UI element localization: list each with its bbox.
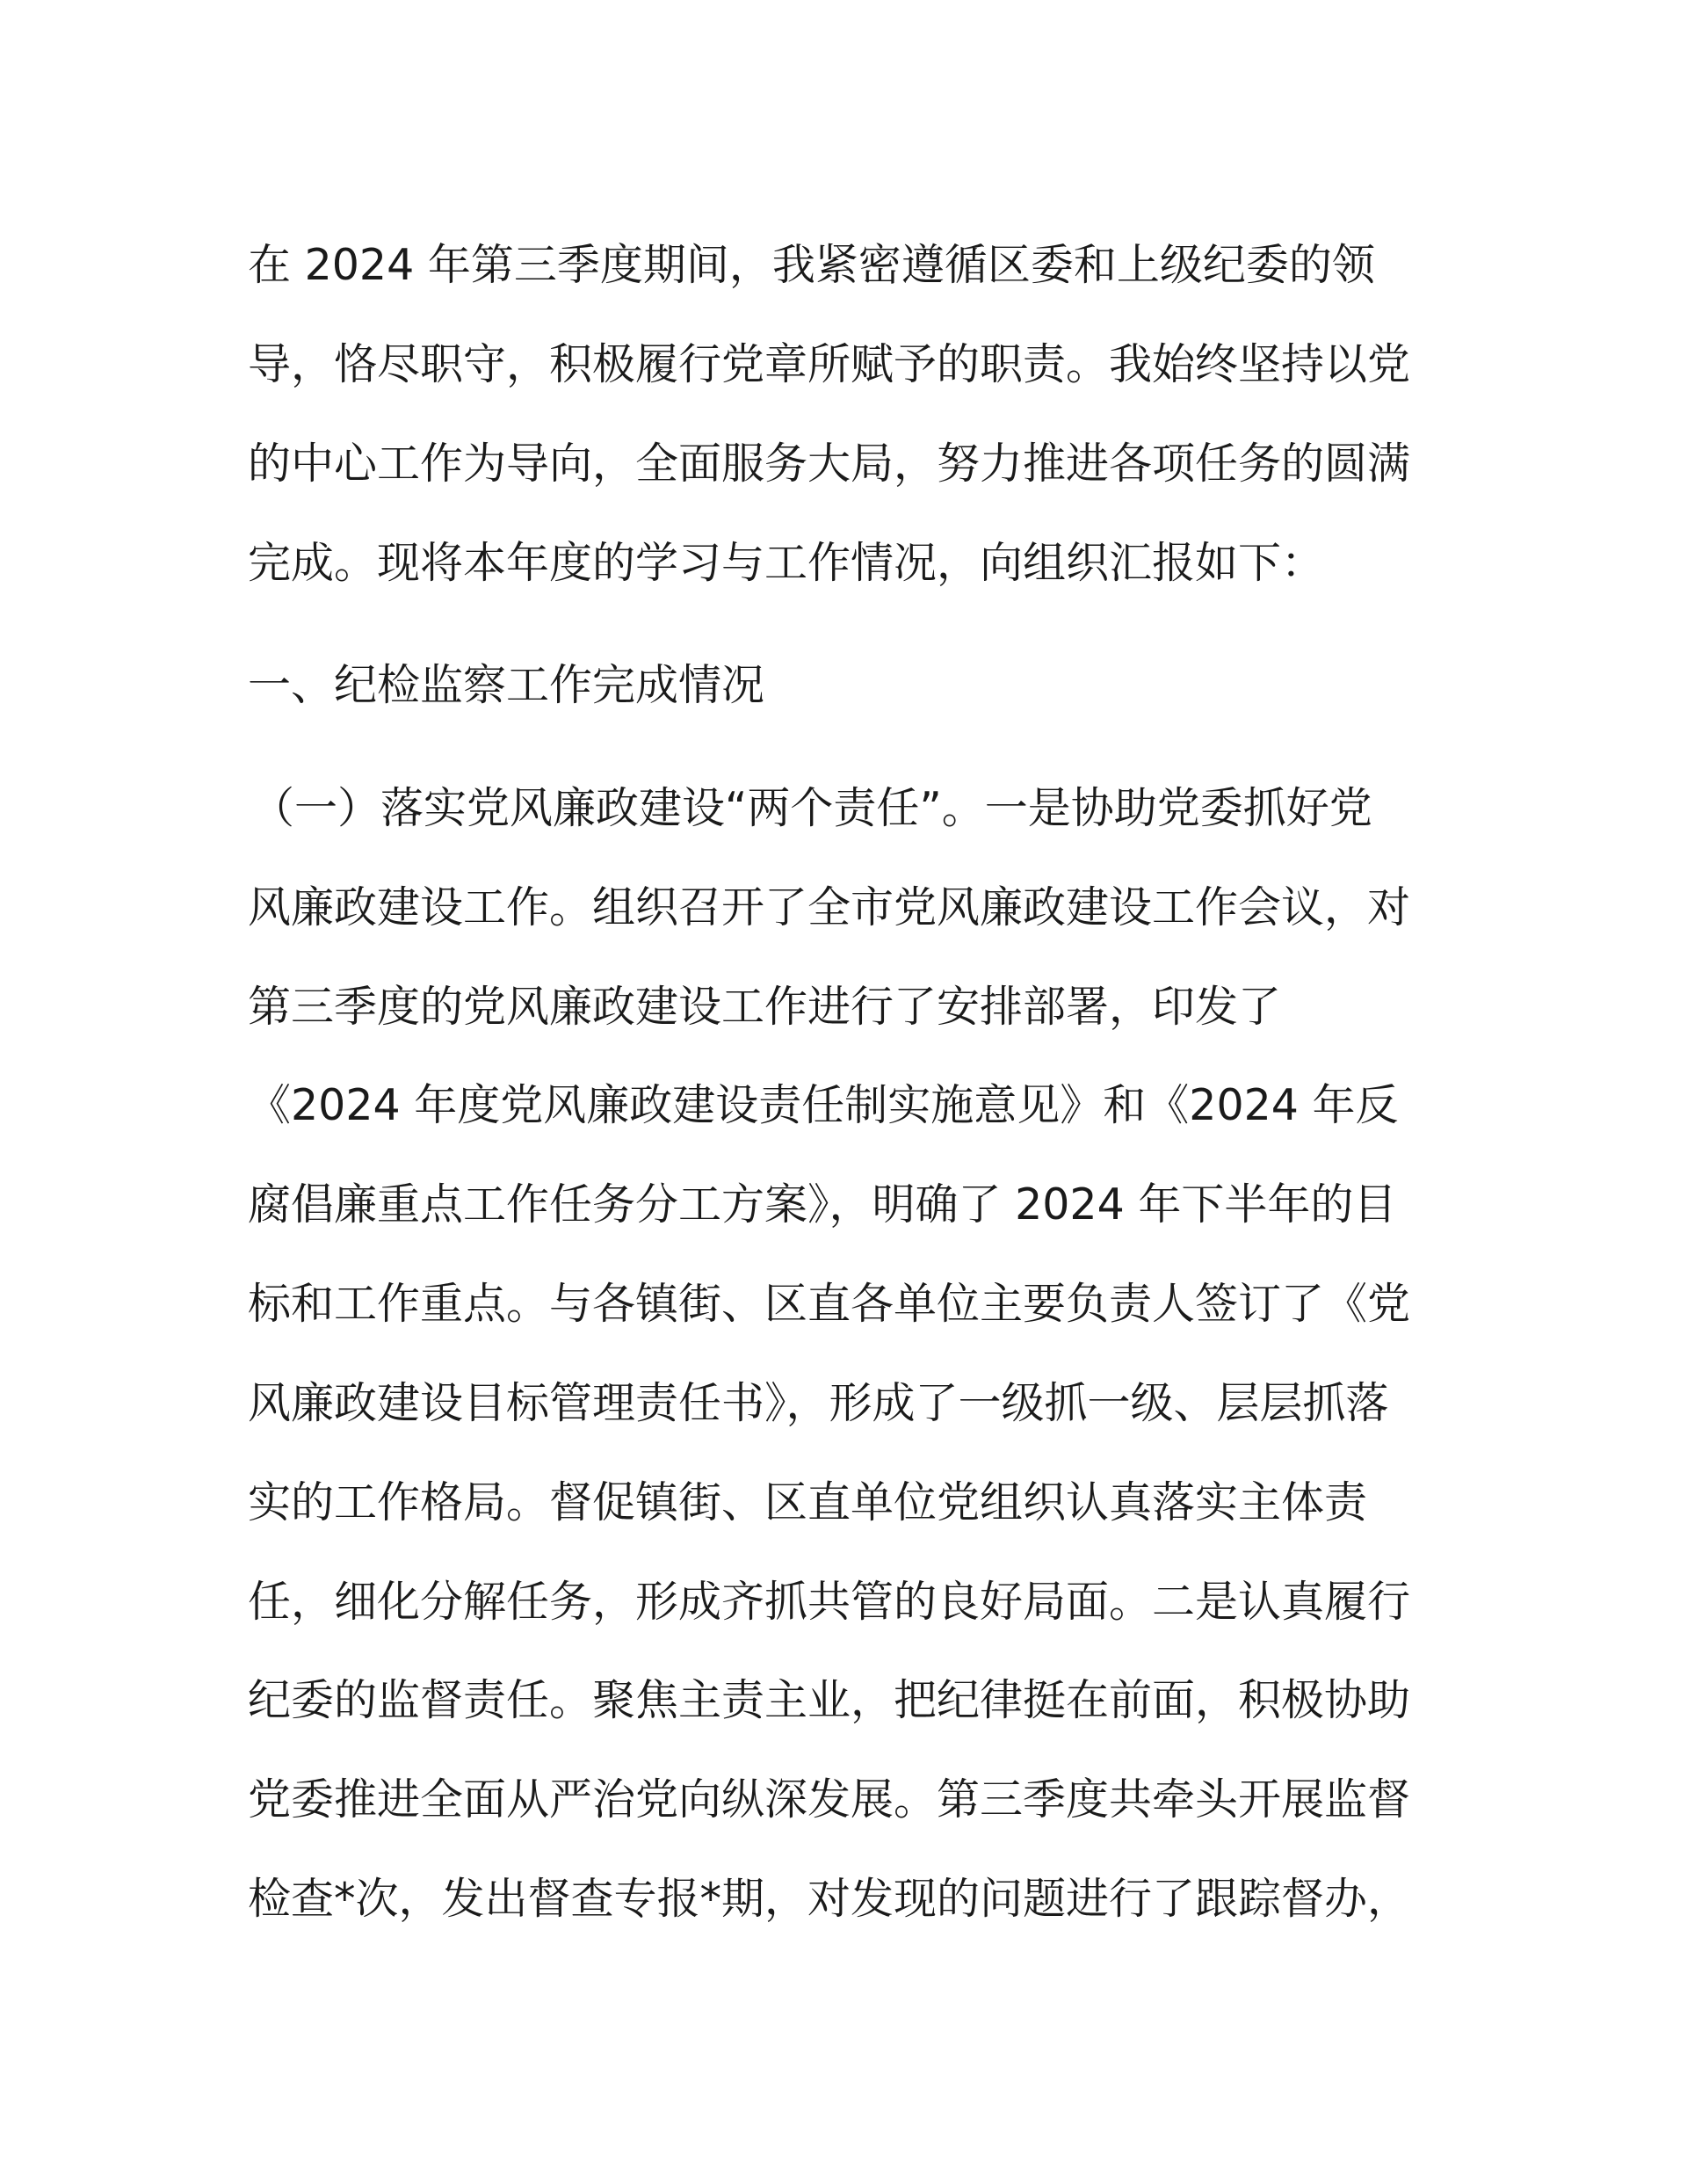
paragraph-body-line-11: 党委推进全面从严治党向纵深发展。第三季度共牵头开展监督 [248,1774,1411,1825]
paragraph-body-line-5: 腐倡廉重点工作任务分工方案》，明确了 2024 年下半年的目 [248,1179,1397,1230]
paragraph-body-line-6: 标和工作重点。与各镇街、区直各单位主要负责人签订了《党 [248,1279,1411,1329]
paragraph-intro-line-2: 导，恪尽职守，积极履行党章所赋予的职责。我始终坚持以党 [248,339,1411,389]
section-heading: 一、纪检监察工作完成情况 [248,660,765,710]
paragraph-body-line-4: 《2024 年度党风廉政建设责任制实施意见》和《2024 年反 [248,1080,1399,1130]
paragraph-body-line-1: （一）落实党风廉政建设“两个责任”。一是协助党委抓好党 [251,783,1372,833]
paragraph-body-line-3: 第三季度的党风廉政建设工作进行了安排部署，印发了 [248,982,1282,1032]
paragraph-body-line-12: 检查*次，发出督查专报*期，对发现的问题进行了跟踪督办， [248,1874,1411,1924]
paragraph-body-line-2: 风廉政建设工作。组织召开了全市党风廉政建设工作会议，对 [248,882,1411,932]
paragraph-body-line-8: 实的工作格局。督促镇街、区直单位党组织认真落实主体责 [248,1477,1368,1527]
paragraph-body-line-10: 纪委的监督责任。聚焦主责主业，把纪律挺在前面，积极协助 [248,1675,1411,1725]
paragraph-intro-line-1: 在 2024 年第三季度期间，我紧密遵循区委和上级纪委的领 [248,240,1375,290]
paragraph-body-line-9: 任，细化分解任务，形成齐抓共管的良好局面。二是认真履行 [248,1577,1411,1627]
paragraph-intro-line-3: 的中心工作为导向，全面服务大局，努力推进各项任务的圆满 [248,439,1411,489]
paragraph-body-line-7: 风廉政建设目标管理责任书》，形成了一级抓一级、层层抓落 [248,1378,1389,1428]
paragraph-intro-line-4: 完成。现将本年度的学习与工作情况，向组织汇报如下： [248,538,1325,588]
